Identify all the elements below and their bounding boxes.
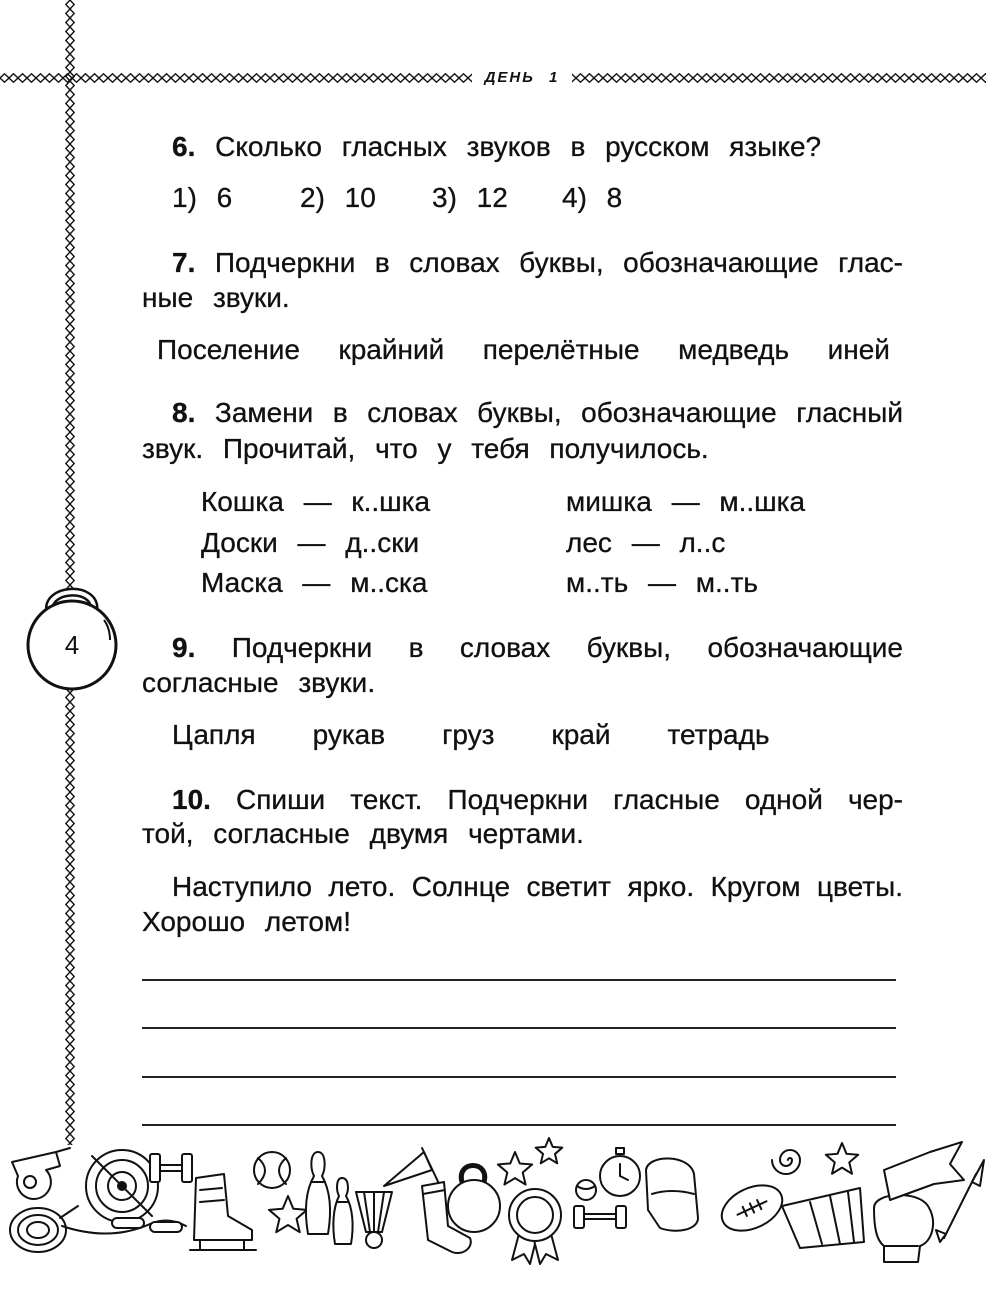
task-number: 10. — [172, 784, 211, 815]
star-icon — [498, 1152, 532, 1185]
day-label: ДЕНЬ 1 — [472, 67, 572, 89]
word-item: рукав — [312, 719, 386, 750]
word-item: Поселение — [157, 334, 300, 365]
task-number: 9. — [172, 632, 196, 663]
task-text: звук. Прочитай, что у тебя получилось. — [142, 433, 709, 464]
flipper-icon — [782, 1188, 864, 1248]
word-pair: Доски — д..ски — [201, 526, 420, 558]
shuttlecock-icon — [356, 1192, 392, 1248]
task-number: 7. — [172, 247, 196, 278]
task-text: Подчеркни в словах буквы, обозначающие глас- — [214, 247, 903, 278]
word-pairs-left — [201, 485, 430, 607]
word-item: груз — [442, 719, 495, 750]
task-text: Спиши текст. Подчеркни гласные одной чер- — [236, 784, 904, 815]
task-text: Замени в словах буквы, обозначающие гласный — [214, 397, 903, 428]
coil-icon — [10, 1206, 78, 1252]
glove-icon — [646, 1158, 698, 1230]
jump-rope-icon — [62, 1218, 186, 1234]
answer-option: 4) 8 — [562, 182, 623, 213]
writing-line — [142, 979, 896, 981]
answer-option: 2) 10 — [300, 182, 376, 213]
ribbon-icon — [884, 1142, 964, 1200]
word-item: медведь — [678, 334, 790, 365]
task-7-question — [172, 246, 903, 280]
word-pair: лес — л..с — [566, 526, 726, 558]
task-text: согласные звуки. — [142, 667, 376, 698]
target-icon — [86, 1150, 158, 1222]
word-pair: мишка — м..шка — [566, 486, 806, 517]
kettlebell-icon — [448, 1166, 500, 1233]
task-9-question — [172, 631, 903, 665]
task-text: Подчеркни в словах буквы, обозначающие — [231, 632, 904, 663]
ice-skate-icon — [190, 1174, 256, 1250]
tennis-ball-icon — [254, 1152, 290, 1188]
chain-border-left — [65, 0, 75, 1145]
word-list — [157, 333, 890, 367]
task-6-question — [172, 130, 821, 164]
word-item: Цапля — [172, 719, 256, 750]
word-item: тетрадь — [667, 719, 770, 750]
star-icon — [826, 1143, 858, 1174]
medal-icon — [509, 1189, 561, 1264]
task-number: 6. — [172, 131, 196, 162]
sports-decor — [0, 1130, 986, 1290]
page-number: 4 — [64, 630, 80, 660]
writing-line — [142, 1027, 896, 1029]
word-pairs-right — [566, 485, 805, 607]
ball-icon — [576, 1180, 596, 1200]
word-pair: Кошка — к..шка — [201, 486, 431, 517]
task-number: 8. — [172, 397, 196, 428]
rugby-ball-icon — [715, 1176, 790, 1239]
dumbbell-icon — [150, 1154, 192, 1182]
task-text: той, согласные двумя чертами. — [142, 818, 584, 849]
answer-option: 3) 12 — [432, 182, 508, 213]
dumbbell-icon — [574, 1206, 626, 1228]
word-item: перелётные — [482, 334, 640, 365]
star-icon — [269, 1196, 307, 1232]
swirl-icon — [772, 1150, 800, 1174]
word-item: край — [551, 719, 611, 750]
task-text: ные звуки. — [142, 282, 290, 313]
stopwatch-icon — [600, 1148, 640, 1196]
word-list — [172, 718, 770, 752]
writing-line — [142, 1076, 896, 1078]
answer-option: 1) 6 — [172, 182, 233, 213]
writing-line — [142, 1124, 896, 1126]
boxing-glove-icon — [874, 1195, 933, 1262]
bowling-pin-icon — [306, 1152, 330, 1234]
copy-text: Хорошо летом! — [142, 906, 351, 937]
bowling-pin-icon — [333, 1178, 352, 1244]
whistle-icon — [12, 1148, 70, 1199]
copy-text: Наступило лето. Солнце светит ярко. Кругом цветы. — [172, 871, 903, 902]
word-pair: Маска — м..ска — [201, 567, 428, 598]
star-icon — [536, 1138, 563, 1163]
word-item: иней — [827, 334, 890, 365]
task-10-question — [172, 783, 903, 817]
task-8-question — [172, 396, 903, 430]
task-text: Сколько гласных звуков в русском языке? — [215, 131, 822, 162]
word-pair: м..ть — м..ть — [566, 567, 758, 598]
word-item: крайний — [338, 334, 445, 365]
